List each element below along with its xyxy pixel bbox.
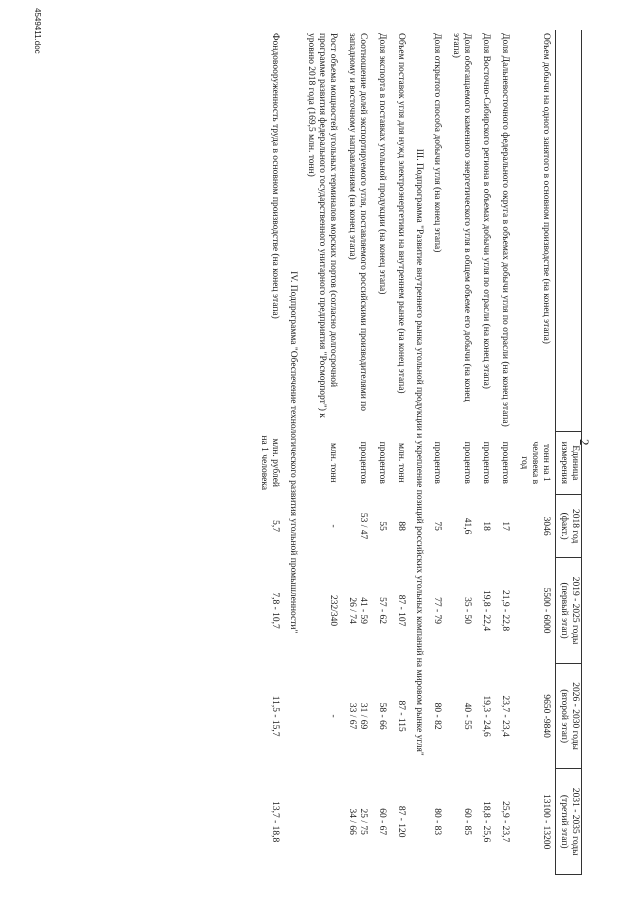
value-2018: 75	[432, 521, 442, 531]
indicator-name: Доля Восточно-Сибирского региона в объемах добычи угля по отрасли (на конец этапа)	[481, 33, 491, 389]
indicator-name: Доля Дальневосточного федерального округа в объемах добычи угля по отрасли (на конец этапа)	[500, 33, 510, 427]
table-row	[372, 30, 391, 875]
unit-cell: млн. тонн	[328, 443, 338, 483]
header-stage-3: 2031 - 2035 годы (третий этап)	[556, 769, 582, 875]
value-stage-2: 19,3 - 24,6	[481, 695, 491, 737]
value-stage-3: 60 - 67	[377, 808, 387, 836]
value-stage-2: 87 - 115	[396, 700, 406, 732]
table-row	[254, 30, 284, 875]
indicator-name: Объем добычи на одного занятого в основном производстве (на конец этапа)	[541, 33, 551, 344]
table-header	[556, 30, 582, 875]
document-id: 4549411.doc	[33, 8, 42, 54]
value-stage-2: 23,7 - 23,4	[500, 695, 510, 737]
value-stage-2: 40 - 55	[462, 702, 472, 730]
value-stage-3	[301, 769, 342, 875]
unit-cell: процентов	[432, 441, 442, 484]
header-stage-2: 2026 - 2030 годы (второй этап)	[556, 663, 582, 769]
value-stage-2: 31 / 69 33 / 67	[347, 702, 368, 730]
value-stage-1: 77 - 79	[432, 597, 442, 625]
value-stage-2: -	[328, 714, 338, 718]
section-heading-row	[284, 30, 301, 875]
indicators-table	[254, 30, 582, 875]
value-stage-1: 35 - 50	[462, 597, 472, 625]
unit-cell: тонн на 1 человека в год	[519, 441, 551, 485]
indicator-name: Фондовооруженность труда в основном производстве (на конец этапа)	[270, 33, 280, 319]
value-2018: 3046	[541, 516, 551, 536]
value-stage-2: 58 - 66	[377, 702, 387, 730]
value-stage-1: 232/340	[328, 594, 338, 627]
value-stage-3: 18,8 - 25,6	[481, 801, 491, 843]
unit-cell: процентов	[462, 441, 472, 484]
value-stage-3: 60 - 85	[462, 808, 472, 836]
value-stage-3: 25 / 75 34 / 66	[347, 808, 368, 835]
header-stage-1: 2019 - 2025 годы (первый этап)	[556, 558, 582, 664]
table-row	[342, 30, 372, 875]
value-2018: 53 / 47	[358, 512, 368, 540]
value-stage-2: 11,5 - 15,7	[270, 695, 280, 737]
indicator-name: Доля обогащаемого каменного энергетического угля в общем объеме его добычи (на конец этапа)	[451, 33, 472, 402]
value-2018: 55	[377, 521, 387, 531]
table-row	[301, 30, 342, 875]
section-heading: III. Подпрограмма "Развитие внутреннего рынка угольной продукции и укрепление позиций российских угольных компаний на мировом рынке угля"	[414, 148, 424, 756]
value-stage-1: 7,8 - 10,7	[270, 592, 280, 629]
unit-cell: млн. тонн	[396, 443, 406, 483]
page-number: 2	[577, 439, 592, 446]
table-row	[391, 30, 410, 875]
value-2018: -	[328, 524, 338, 528]
value-2018: 88	[396, 521, 406, 531]
table-row	[514, 30, 556, 875]
header-unit: Единица измерения	[556, 431, 582, 494]
table-row	[476, 30, 495, 875]
value-stage-1: 19,8 - 22,4	[481, 589, 491, 632]
value-2018: 41,6	[462, 517, 472, 535]
indicator-name: Соотношение долей экспортируемого угля, поставляемого российскими производителями по западному и восточному направлениям (на конец этапа)	[347, 33, 368, 412]
indicator-name: Доля экспорта в поставках угольной продукции (на конец этапа)	[377, 33, 387, 295]
value-stage-3: 87 - 120	[396, 805, 406, 838]
value-stage-3: 13100 - 13200	[541, 793, 551, 850]
value-stage-1: 87 - 107	[396, 594, 406, 627]
value-stage-1: 5500 - 6000	[541, 587, 551, 634]
indicator-name: Объем поставок угля для нужд электроэнергетики на внутреннем рынке (на конец этапа)	[396, 33, 406, 394]
value-stage-3: 80 - 83	[432, 808, 442, 836]
table-row	[427, 30, 446, 875]
value-stage-1: 41 - 59 26 / 74	[347, 597, 368, 625]
indicator-name: Доля открытого способа добычи угля (на конец этапа)	[432, 33, 442, 253]
table-row	[495, 30, 514, 875]
value-stage-1: 57 - 62	[377, 597, 387, 625]
value-2018: 17	[500, 521, 510, 531]
value-stage-2: 9650 -9840	[541, 694, 551, 738]
unit-cell: млн. рублей на 1 человека	[259, 435, 280, 491]
section-heading: IV. Подпрограмма "Обеспечение технологического развития угольной промышленности"	[288, 271, 298, 634]
header-2018: 2018 год (факт.)	[556, 494, 582, 557]
value-2018: 18	[481, 521, 491, 531]
table-body	[254, 30, 556, 875]
value-stage-1: 21,9 - 22,8	[500, 589, 510, 632]
table-row	[446, 30, 476, 875]
unit-cell: процентов	[500, 441, 510, 484]
value-stage-2: 80 - 82	[432, 702, 442, 730]
unit-cell: процентов	[358, 441, 368, 484]
value-stage-3: 25,9 - 23,7	[500, 801, 510, 843]
value-2018: 5,7	[270, 520, 280, 533]
unit-cell: процентов	[377, 441, 387, 484]
value-stage-3: 13,7 - 18,8	[270, 801, 280, 843]
indicator-name: Рост объема мощностей угольных терминалов морских портов (согласно долгосрочной программе развития федерального государственного унитарного предприятия "Росморпорт") к уровню 2018 года (169,5 млн. тонн)	[306, 33, 338, 418]
unit-cell: процентов	[481, 441, 491, 484]
section-heading-row	[410, 30, 427, 875]
header-blank	[556, 30, 582, 431]
